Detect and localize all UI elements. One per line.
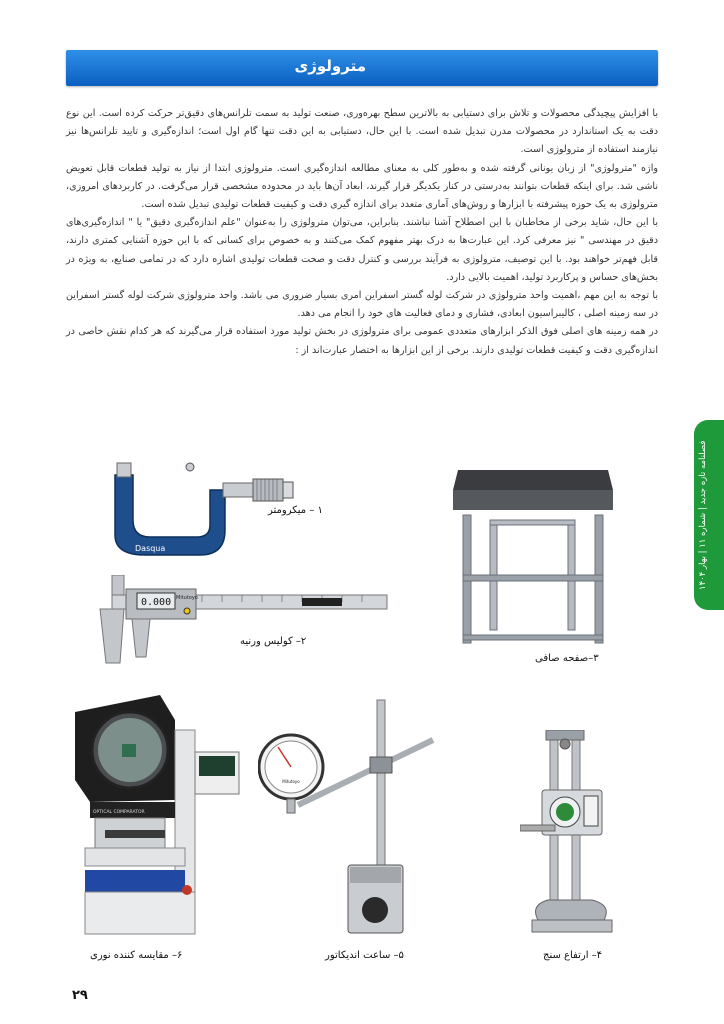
page-title: مترولوژی: [294, 57, 366, 75]
caption-micrometer: ۱ – میکرومتر: [268, 505, 323, 516]
caliper-display: 0.000: [141, 597, 172, 608]
caption-surface-plate: ۳–صفحه صافی: [535, 653, 599, 664]
caption-height-gauge: ۴– ارتفاع سنج: [543, 950, 603, 961]
caption-optical-comparator: ۶– مقایسه کننده نوری: [90, 950, 183, 961]
optical-comparator-image: [75, 690, 240, 940]
paragraph: با این حال، شاید برخی از مخاطبان با این اصطلاح آشنا نباشند. بنابراین، می‌توان مترولوژی را به‌عنوان "علم اندازه‌گیری دقیق" یا " اندازه‌گیری‌های دقیق در مهندسی " نیز معرفی کرد. این عبارت‌ها به درک بهتر مفهوم کمک می‌کنند و به خصوص برای کسانی که با این حوزه آشنایی کمتری دارند، قابل فهم‌تر خواهند بود. با این توصیف، مترولوژی به فرآیند بررسی و کنترل دقت و صحت قطعات تولیدی اشاره دارد که در تمامی صنایع، به ویژه در بخش‌های حساس و پرکاربرد تولید، اهمیت بالایی دارد.: [66, 217, 658, 283]
paragraph: واژه "مترولوژی" از زبان یونانی گرفته شده و به‌طور کلی به معنای مطالعه اندازه‌گیری است. مترولوژی ابتدا از نیاز به تولید قطعات قابل تعویض ناشی شد. برای اینکه قطعات بتوانند به‌درستی در کنار یکدیگر قرار گیرند، ابعاد آن‌ها باید در محدوده مشخصی قرار می‌گرفت. در کاربردهای امروزی، مترولوژی به یک حوزه پیشرفته با ابزارها و روش‌های آماری متعدد برای اندازه گیری دقت و کیفیت قطعات تولیدی تبدیل شده است.: [66, 162, 658, 211]
micrometer-image: [105, 455, 295, 565]
paragraph: با توجه به این مهم ،اهمیت واحد مترولوژی در شرکت لوله گستر اسفراین امری بسیار ضروری می باشد. واحد مترولوژی شرکت لوله گستر اسفراین در سه زمینه اصلی ، کالیبراسیون ابعادی، فشاری و دمای فعالیت های خود را انجام می دهد.: [66, 290, 658, 320]
height-gauge-image: [520, 730, 630, 940]
caliper-brand: Mitutoyo: [176, 595, 198, 601]
title-bar: [66, 50, 658, 86]
vernier-caliper-image: [92, 575, 392, 670]
caption-vernier-caliper: ۲– کولیس ورنیه: [240, 636, 307, 647]
body-text: [66, 105, 658, 360]
surface-plate-image: [448, 460, 618, 650]
micrometer-brand: Dasqua: [135, 544, 166, 553]
paragraph: با افزایش پیچیدگی محصولات و تلاش برای دستیابی به بالاترین سطح بهره‌وری، صنعت تولید به سمت تلرانس‌های دقیق‌تر حرکت کرده است. این نوع دقت به یک استاندارد در محصولات مدرن تبدیل شده است. با این حال، دستیابی به این دقت تنها گام اول است؛ اندازه‌گیری و تایید تلرانس‌ها نیز نیازمند استفاده از مترولوژی است.: [66, 108, 658, 156]
caption-dial-indicator: ۵– ساعت اندیکاتور: [325, 950, 404, 961]
side-tab-label: فصلنامه تازه جدید | شماره ۱۱ | بهار ۱۴۰۴: [698, 440, 708, 590]
comparator-label: OPTICAL COMPARATOR: [93, 810, 145, 815]
page-number: ۲۹: [72, 988, 88, 1003]
side-tab: [694, 420, 724, 610]
dial-brand: Mitutoyo: [282, 779, 300, 784]
dial-indicator-image: [258, 695, 443, 940]
paragraph: در همه زمینه های اصلی فوق الذکر ابزارهای متعددی عمومی برای مترولوژی در بخش تولید مورد استفاده قرار می‌گیرند که هر کدام نقش خاصی در اندازه‌گیری دقت و کیفیت قطعات تولیدی دارند. برخی از این ابزارها به اختصار عبارت‌اند از :: [66, 326, 658, 356]
